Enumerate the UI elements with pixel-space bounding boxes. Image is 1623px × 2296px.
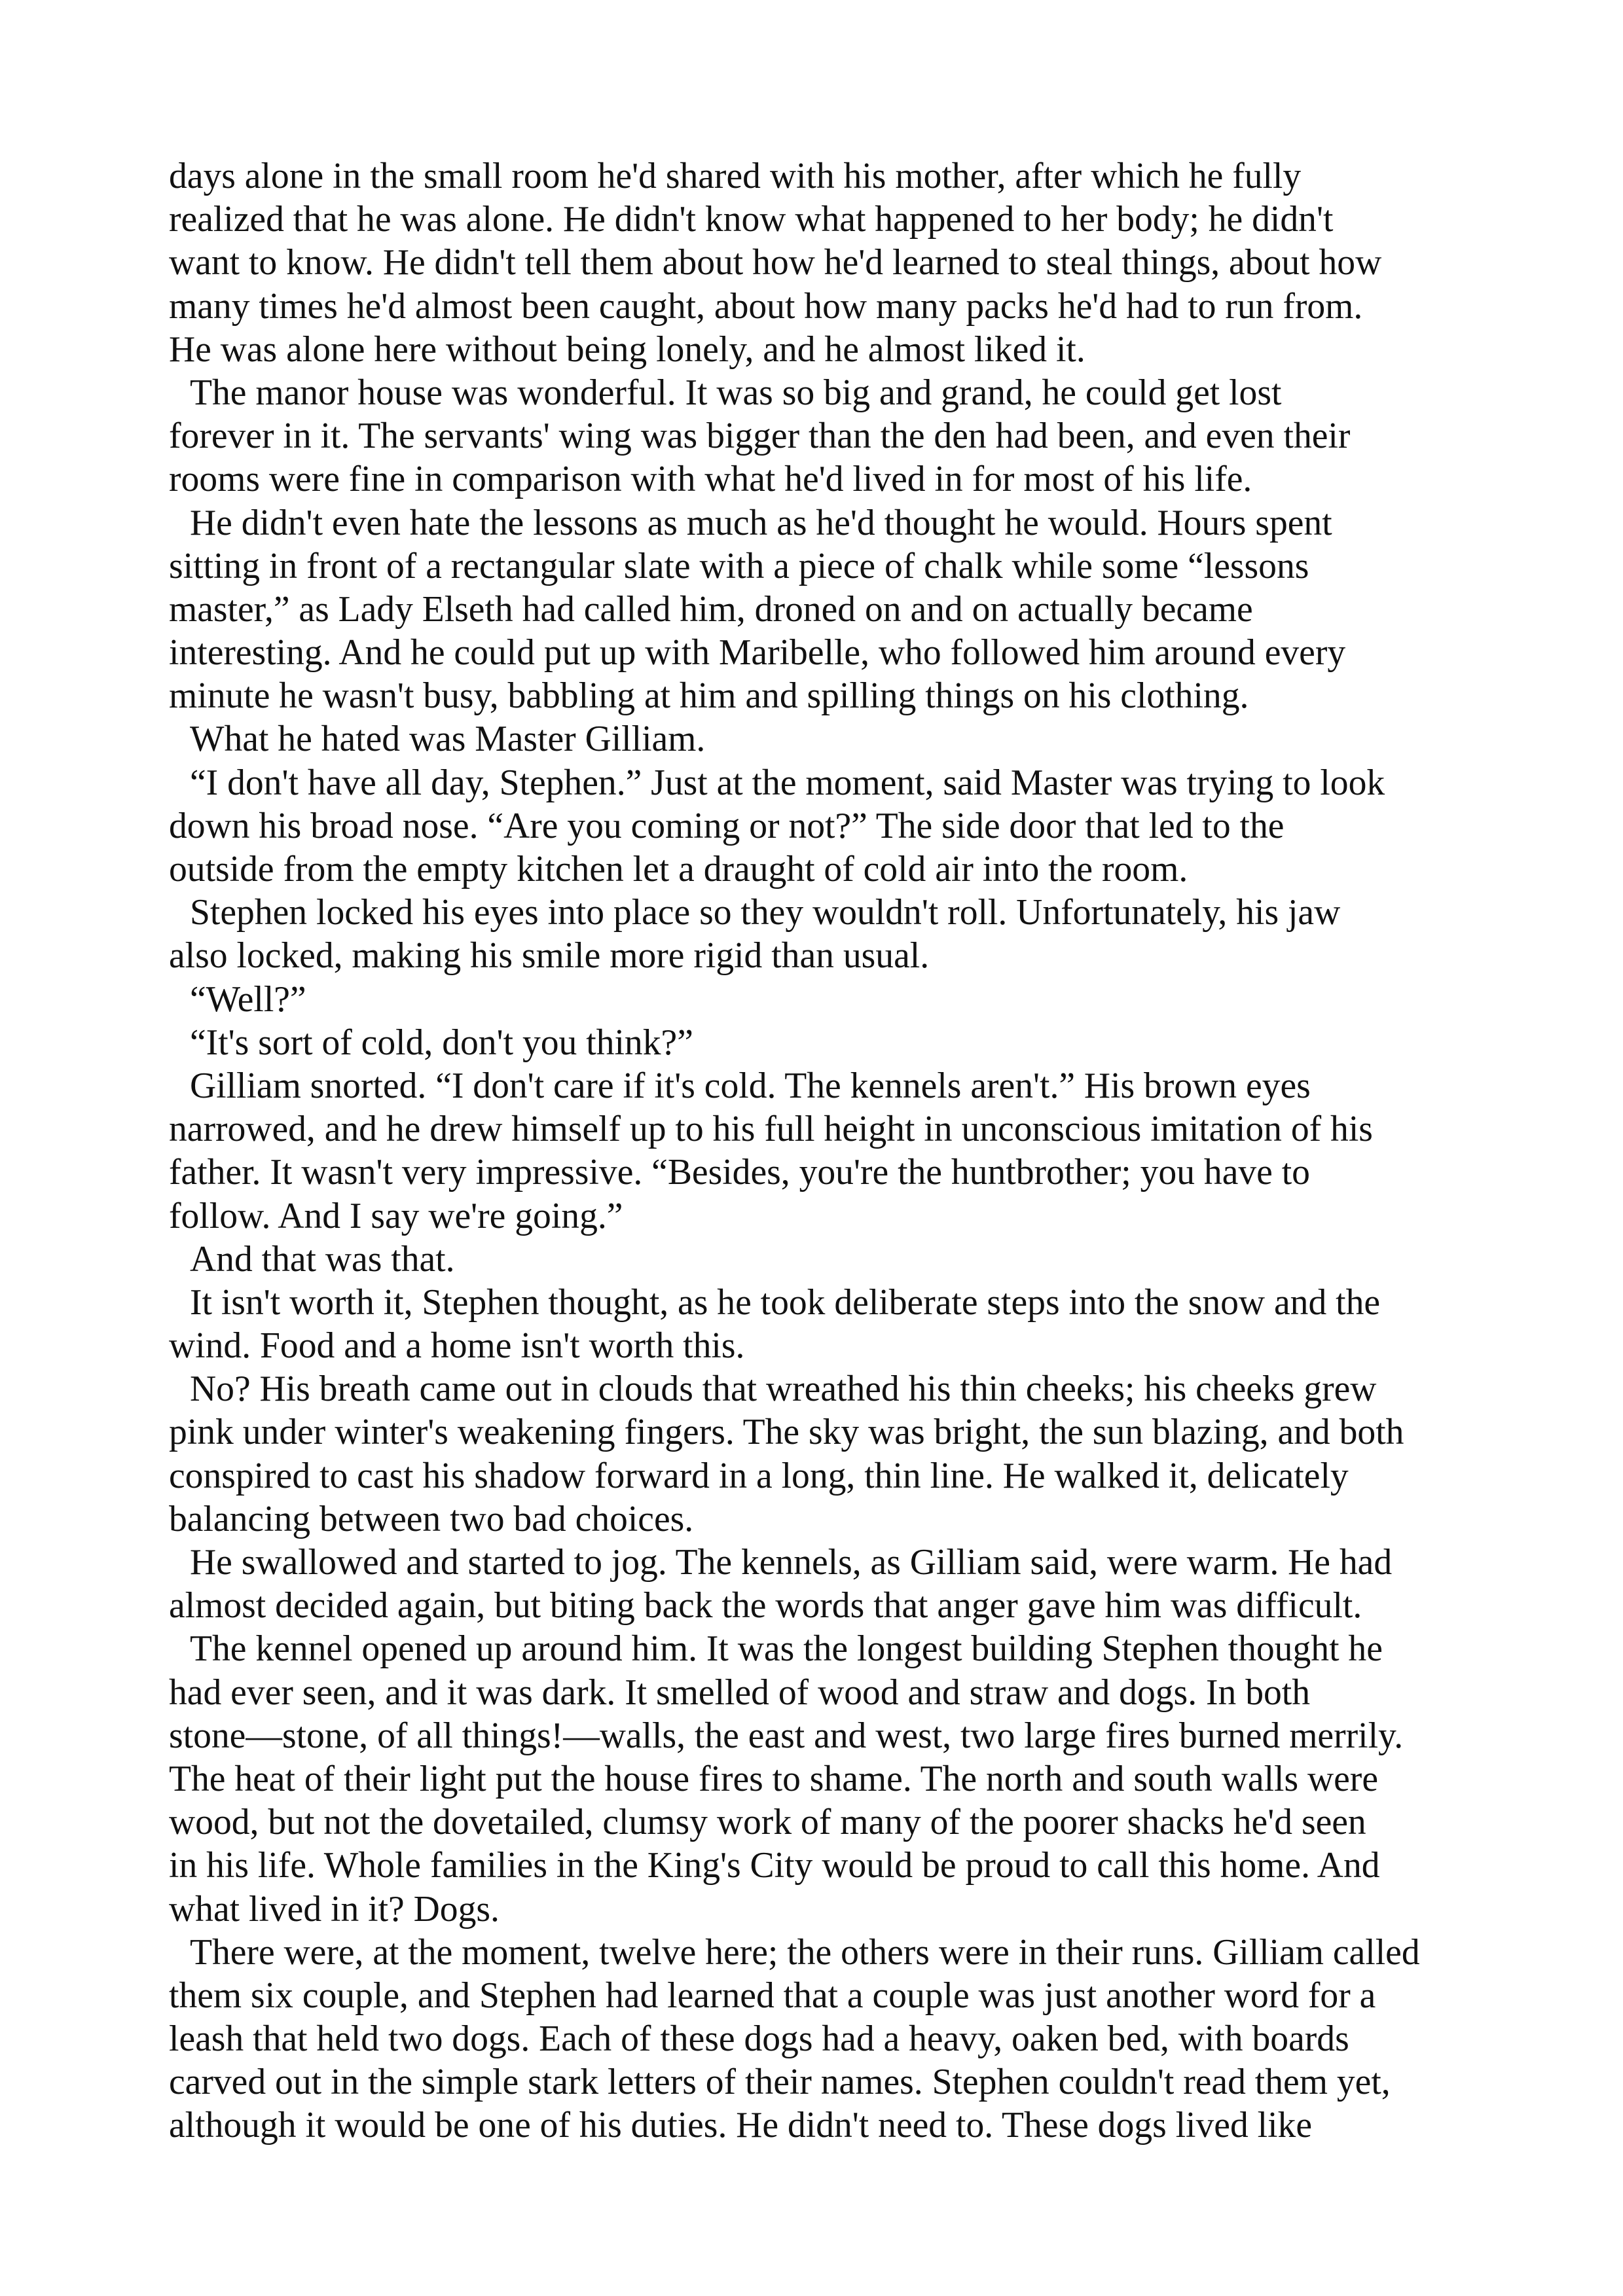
paragraph-start-line: It isn't worth it, Stephen thought, as he took deliberate steps into the snow and the — [190, 1282, 1381, 1323]
text-line: had ever seen, and it was dark. It smelled of wood and straw and dogs. In both — [169, 1672, 1311, 1713]
text-line: forever in it. The servants' wing was bigger than the den had been, and even their — [169, 416, 1351, 457]
text-line: narrowed, and he drew himself up to his full height in unconscious imitation of his — [169, 1109, 1373, 1150]
text-line: what lived in it? Dogs. — [169, 1888, 500, 1929]
text-line: down his broad nose. “Are you coming or not?” The side door that led to the — [169, 805, 1285, 846]
text-line: He was alone here without being lonely, and he almost liked it. — [169, 329, 1085, 370]
paragraph-start-line: There were, at the moment, twelve here; the others were in their runs. Gilliam called — [190, 1931, 1420, 1973]
text-line: The heat of their light put the house fires to shame. The north and south walls were — [169, 1758, 1378, 1799]
text-line: sitting in front of a rectangular slate with a piece of chalk while some “lessons — [169, 545, 1309, 586]
page-text — [169, 154, 1472, 2147]
text-line: almost decided again, but biting back the words that anger gave him was difficult. — [169, 1585, 1362, 1626]
text-line: in his life. Whole families in the King's City would be proud to call this home. And — [169, 1845, 1380, 1886]
text-line: wood, but not the dovetailed, clumsy work of many of the poorer shacks he'd seen — [169, 1802, 1366, 1843]
paragraph-start-line: “I don't have all day, Stephen.” Just at the moment, said Master was trying to look — [190, 762, 1385, 803]
text-line: follow. And I say we're going.” — [169, 1195, 623, 1236]
paragraph-start-line: The kennel opened up around him. It was the longest building Stephen thought he — [190, 1628, 1383, 1670]
text-line: want to know. He didn't tell them about how he'd learned to steal things, about how — [169, 242, 1382, 283]
text-line: father. It wasn't very impressive. “Besides, you're the huntbrother; you have to — [169, 1152, 1310, 1193]
paragraph-start-line: And that was that. — [190, 1238, 455, 1280]
text-line: wind. Food and a home isn't worth this. — [169, 1325, 745, 1367]
paragraph-start-line: Stephen locked his eyes into place so they wouldn't roll. Unfortunately, his jaw — [190, 892, 1341, 933]
text-line: stone—stone, of all things!—walls, the east and west, two large fires burned merrily. — [169, 1715, 1404, 1756]
text-line: many times he'd almost been caught, about how many packs he'd had to run from. — [169, 285, 1363, 327]
text-line: outside from the empty kitchen let a draught of cold air into the room. — [169, 849, 1188, 889]
paragraph-start-line: The manor house was wonderful. It was so big and grand, he could get lost — [190, 372, 1282, 413]
text-line: them six couple, and Stephen had learned that a couple was just another word for a — [169, 1975, 1376, 2016]
text-line: although it would be one of his duties. He didn't need to. These dogs lived like — [169, 2105, 1313, 2146]
paragraph-start-line: “It's sort of cold, don't you think?” — [190, 1022, 693, 1063]
text-line: pink under winter's weakening fingers. The sky was bright, the sun blazing, and both — [169, 1412, 1404, 1453]
paragraph-start-line: He swallowed and started to jog. The kennels, as Gilliam said, were warm. He had — [190, 1542, 1393, 1583]
paragraph-start-line: What he hated was Master Gilliam. — [190, 719, 706, 760]
text-line: interesting. And he could put up with Maribelle, who followed him around every — [169, 632, 1346, 673]
paragraph-start-line: He didn't even hate the lessons as much as he'd thought he would. Hours spent — [190, 502, 1332, 543]
paragraph-start-line: “Well?” — [190, 978, 306, 1020]
text-line: rooms were fine in comparison with what he'd lived in for most of his life. — [169, 459, 1252, 500]
text-line: leash that held two dogs. Each of these dogs had a heavy, oaken bed, with boards — [169, 2018, 1349, 2060]
text-line: conspired to cast his shadow forward in a long, thin line. He walked it, delicately — [169, 1455, 1349, 1496]
paragraph-start-line: No? His breath came out in clouds that wreathed his thin cheeks; his cheeks grew — [190, 1369, 1377, 1410]
text-line: balancing between two bad choices. — [169, 1498, 694, 1539]
text-line: also locked, making his smile more rigid than usual. — [169, 935, 930, 977]
text-line: days alone in the small room he'd shared with his mother, after which he fully — [169, 156, 1302, 196]
text-line: carved out in the simple stark letters of their names. Stephen couldn't read them yet, — [169, 2062, 1391, 2103]
text-line: realized that he was alone. He didn't know what happened to her body; he didn't — [169, 199, 1334, 240]
paragraph-start-line: Gilliam snorted. “I don't care if it's cold. The kennels aren't.” His brown eyes — [190, 1065, 1311, 1106]
text-line: master,” as Lady Elseth had called him, droned on and on actually became — [169, 588, 1253, 630]
text-line: minute he wasn't busy, babbling at him and spilling things on his clothing. — [169, 675, 1249, 717]
